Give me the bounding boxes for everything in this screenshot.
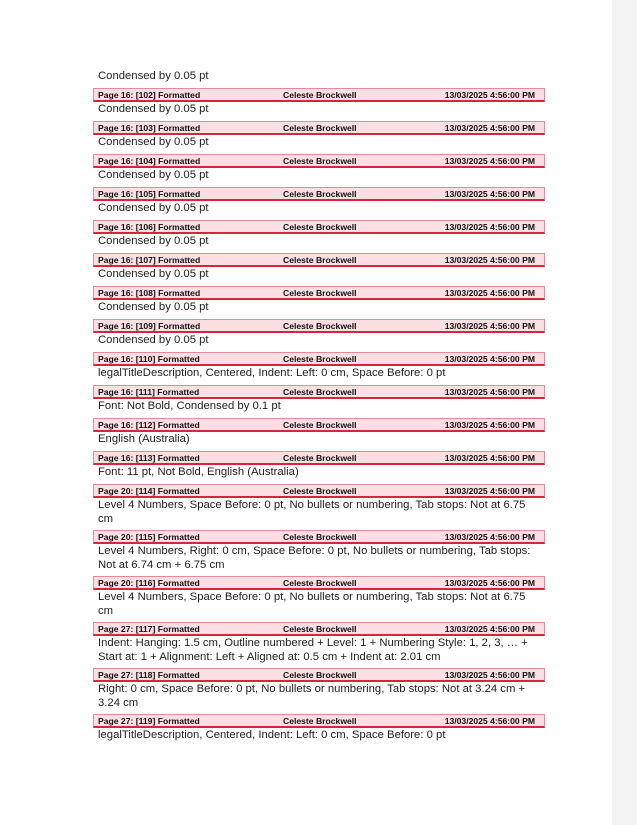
change-description: Level 4 Numbers, Space Before: 0 pt, No bullets or numbering, Tab stops: Not at 6.75 cm: [98, 499, 526, 525]
change-header: [93, 352, 545, 366]
change-header: [93, 484, 545, 498]
change-header: [93, 576, 545, 590]
change-description: Condensed by 0.05 pt: [98, 202, 209, 214]
change-page-ref: Page 27: [118] Formatted: [98, 669, 200, 680]
change-description: Level 4 Numbers, Space Before: 0 pt, No bullets or numbering, Tab stops: Not at 6.75 cm: [98, 591, 526, 617]
change-description: Condensed by 0.05 pt: [98, 70, 209, 82]
change-page-ref: Page 16: [113] Formatted: [98, 452, 200, 463]
change-author: Celeste Brockwell: [283, 669, 357, 680]
change-date: 13/03/2025 4:56:00 PM: [444, 353, 535, 364]
change-header: [93, 668, 545, 682]
change-date: 13/03/2025 4:56:00 PM: [444, 485, 535, 496]
change-author: Celeste Brockwell: [283, 221, 357, 232]
change-author: Celeste Brockwell: [283, 715, 357, 726]
change-date: 13/03/2025 4:56:00 PM: [444, 531, 535, 542]
change-description: Condensed by 0.05 pt: [98, 136, 209, 148]
change-header: [93, 154, 545, 168]
change-author: Celeste Brockwell: [283, 89, 357, 100]
change-header: [93, 622, 545, 636]
change-page-ref: Page 16: [110] Formatted: [98, 353, 200, 364]
change-author: Celeste Brockwell: [283, 577, 357, 588]
change-description: Condensed by 0.05 pt: [98, 169, 209, 181]
change-date: 13/03/2025 4:56:00 PM: [444, 254, 535, 265]
change-author: Celeste Brockwell: [283, 386, 357, 397]
change-description: Condensed by 0.05 pt: [98, 268, 209, 280]
change-author: Celeste Brockwell: [283, 419, 357, 430]
change-description: Condensed by 0.05 pt: [98, 235, 209, 247]
change-description: legalTitleDescription, Centered, Indent: Left: 0 cm, Space Before: 0 pt: [98, 729, 446, 741]
change-description: Font: Not Bold, Condensed by 0.1 pt: [98, 400, 281, 412]
change-header: [93, 319, 545, 333]
change-author: Celeste Brockwell: [283, 485, 357, 496]
change-author: Celeste Brockwell: [283, 353, 357, 364]
change-date: 13/03/2025 4:56:00 PM: [444, 155, 535, 166]
revision-list: [93, 70, 545, 745]
change-header: [93, 418, 545, 432]
change-page-ref: Page 27: [117] Formatted: [98, 623, 200, 634]
change-description: Level 4 Numbers, Right: 0 cm, Space Before: 0 pt, No bullets or numbering, Tab stops: Not at 6.74 cm + 6.75 cm: [98, 545, 531, 571]
change-header: [93, 286, 545, 300]
change-description: legalTitleDescription, Centered, Indent: Left: 0 cm, Space Before: 0 pt: [98, 367, 446, 379]
change-date: 13/03/2025 4:56:00 PM: [444, 669, 535, 680]
change-page-ref: Page 16: [106] Formatted: [98, 221, 201, 232]
change-date: 13/03/2025 4:56:00 PM: [444, 386, 535, 397]
change-date: 13/03/2025 4:56:00 PM: [444, 577, 535, 588]
change-author: Celeste Brockwell: [283, 452, 357, 463]
change-page-ref: Page 20: [116] Formatted: [98, 577, 200, 588]
change-description: Condensed by 0.05 pt: [98, 103, 209, 115]
viewer-background-edge: [612, 0, 637, 825]
change-author: Celeste Brockwell: [283, 531, 357, 542]
change-date: 13/03/2025 4:56:00 PM: [444, 715, 535, 726]
change-header: [93, 451, 545, 465]
change-date: 13/03/2025 4:56:00 PM: [444, 122, 535, 133]
change-author: Celeste Brockwell: [283, 320, 357, 331]
change-page-ref: Page 16: [111] Formatted: [98, 386, 200, 397]
change-header: [93, 121, 545, 135]
change-page-ref: Page 16: [104] Formatted: [98, 155, 201, 166]
change-page-ref: Page 27: [119] Formatted: [98, 715, 200, 726]
change-header: [93, 220, 545, 234]
change-header: [93, 530, 545, 544]
change-author: Celeste Brockwell: [283, 287, 357, 298]
change-page-ref: Page 16: [109] Formatted: [98, 320, 201, 331]
change-header: [93, 385, 545, 399]
change-page-ref: Page 20: [114] Formatted: [98, 485, 200, 496]
change-header: [93, 187, 545, 201]
change-author: Celeste Brockwell: [283, 122, 357, 133]
change-date: 13/03/2025 4:56:00 PM: [444, 623, 535, 634]
change-page-ref: Page 16: [103] Formatted: [98, 122, 201, 133]
change-date: 13/03/2025 4:56:00 PM: [444, 221, 535, 232]
change-page-ref: Page 16: [107] Formatted: [98, 254, 201, 265]
change-description: Font: 11 pt, Not Bold, English (Australia): [98, 466, 299, 478]
change-page-ref: Page 16: [102] Formatted: [98, 89, 201, 100]
change-description: Condensed by 0.05 pt: [98, 301, 209, 313]
change-date: 13/03/2025 4:56:00 PM: [444, 287, 535, 298]
change-author: Celeste Brockwell: [283, 623, 357, 634]
change-date: 13/03/2025 4:56:00 PM: [444, 419, 535, 430]
change-description: Right: 0 cm, Space Before: 0 pt, No bullets or numbering, Tab stops: Not at 3.24 cm + 3.24 cm: [98, 683, 526, 709]
change-header: [93, 253, 545, 267]
change-description: Indent: Hanging: 1.5 cm, Outline numbered + Level: 1 + Numbering Style: 1, 2, 3, … + Start at: 1 + Alignment: Left + Aligned at: 0.5 cm + Indent at: 2.01 cm: [98, 637, 528, 663]
change-date: 13/03/2025 4:56:00 PM: [444, 452, 535, 463]
change-description: English (Australia): [98, 433, 190, 445]
change-page-ref: Page 16: [112] Formatted: [98, 419, 200, 430]
change-page-ref: Page 20: [115] Formatted: [98, 531, 200, 542]
change-author: Celeste Brockwell: [283, 155, 357, 166]
change-author: Celeste Brockwell: [283, 188, 357, 199]
change-description: Condensed by 0.05 pt: [98, 334, 209, 346]
change-header: [93, 88, 545, 102]
change-date: 13/03/2025 4:56:00 PM: [444, 188, 535, 199]
change-author: Celeste Brockwell: [283, 254, 357, 265]
change-page-ref: Page 16: [108] Formatted: [98, 287, 201, 298]
change-date: 13/03/2025 4:56:00 PM: [444, 89, 535, 100]
change-header: [93, 714, 545, 728]
change-page-ref: Page 16: [105] Formatted: [98, 188, 201, 199]
change-date: 13/03/2025 4:56:00 PM: [444, 320, 535, 331]
